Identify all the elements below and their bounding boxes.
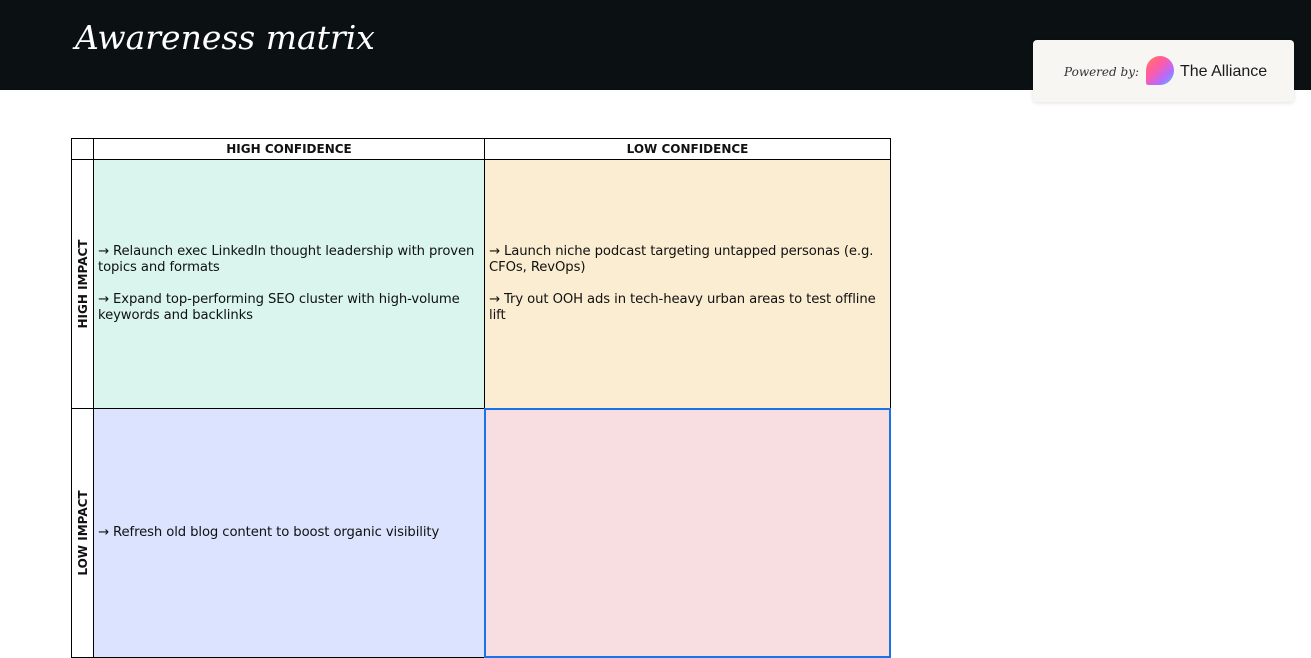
quadrant-low-impact-low-confidence[interactable] (484, 408, 891, 658)
column-header-high-confidence (93, 138, 485, 160)
list-item: → Try out OOH ads in tech-heavy urban areas to test offline lift (489, 292, 876, 323)
matrix-corner-cell (71, 138, 94, 160)
alliance-logo-icon (1146, 56, 1174, 85)
quadrant-low-impact-high-confidence[interactable] (93, 408, 485, 658)
powered-by-label: Powered by: (1064, 65, 1140, 79)
page-title: Awareness matrix (75, 18, 375, 57)
row-header-high-impact (71, 159, 94, 409)
quadrant-high-impact-low-confidence[interactable] (484, 159, 891, 409)
list-item: → Expand top-performing SEO cluster with high-volume keywords and backlinks (98, 292, 460, 323)
column-header-label: HIGH CONFIDENCE (226, 142, 352, 156)
powered-by-badge[interactable] (1033, 40, 1294, 102)
list-item: → Refresh old blog content to boost organic visibility (98, 525, 440, 540)
column-header-label: LOW CONFIDENCE (626, 142, 749, 156)
row-header-low-impact (71, 408, 94, 658)
column-header-low-confidence (484, 138, 891, 160)
brand-name: The Alliance (1180, 63, 1268, 80)
row-header-label: LOW IMPACT (75, 490, 90, 576)
quadrant-high-impact-high-confidence[interactable] (93, 159, 485, 409)
list-item: → Launch niche podcast targeting untapped personas (e.g. CFOs, RevOps) (489, 244, 874, 275)
row-header-label: HIGH IMPACT (75, 239, 90, 329)
list-item: → Relaunch exec LinkedIn thought leadership with proven topics and formats (98, 244, 475, 275)
